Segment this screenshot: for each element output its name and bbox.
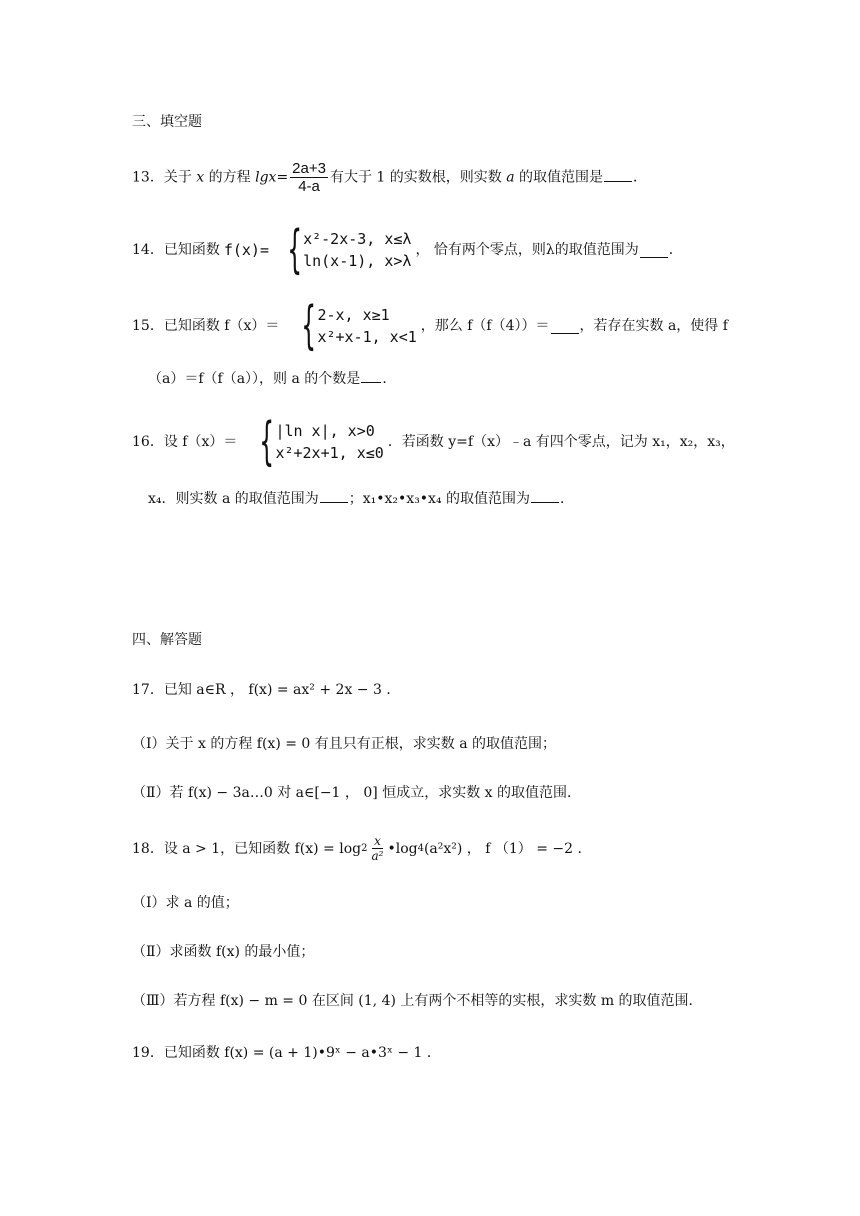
- q14-case-2: ln(x-1), x>λ: [303, 252, 412, 270]
- question-14: [132, 220, 683, 280]
- q16-answer-blank-2: [531, 488, 559, 503]
- q18-fraction-denominator: a²: [371, 849, 384, 863]
- question-17-part-1: （Ⅰ）关于 x 的方程 f(x) = 0 有且只有正根，求实数 a 的取值范围；: [132, 736, 557, 752]
- q15-answer-blank-1: [551, 319, 579, 334]
- q16-line-2-text: x₄．则实数 a 的取值范围为: [148, 491, 319, 507]
- q14-fx: f(x)=: [223, 241, 269, 259]
- q16-text: ．若函数 y=f（x）﹣a 有四个零点，记为 x₁，x₂，x₃，: [387, 434, 735, 450]
- q14-prefix: 14．已知函数: [132, 242, 220, 258]
- q16-end: ．: [560, 491, 575, 507]
- q13-text-2: 有大于 1 的实数根，则实数: [329, 169, 507, 186]
- question-18-part-1: （Ⅰ）求 a 的值；: [132, 895, 239, 911]
- q15-text: ，那么 f（f（4））＝: [420, 318, 550, 334]
- question-18-part-3: （Ⅲ）若方程 f(x) − m = 0 在区间 (1, 4) 上有两个不相等的实根，求实数 m 的取值范围．: [132, 993, 703, 1009]
- q14-brace: {: [287, 220, 303, 280]
- q16-case-1: |ln x|, x>0: [275, 422, 375, 440]
- q13-var-x: x: [196, 169, 205, 186]
- question-13: [132, 160, 647, 195]
- q16-case-2: x²+2x+1, x≤0: [275, 444, 384, 462]
- question-17-part-2: （Ⅱ）若 f(x) − 3a…0 对 a∈[−1 ， 0] 恒成立，求实数 x 的取值范围．: [132, 785, 581, 801]
- q15-brace: {: [301, 296, 317, 356]
- q15-text-2: ，若存在实数 a，使得 f: [579, 318, 728, 334]
- q15-answer-blank-2: [361, 368, 381, 383]
- q14-end: ．: [668, 242, 683, 258]
- q13-answer-blank: [604, 167, 632, 182]
- q16-line-2-text-b: ；x₁•x₂•x₃•x₄ 的取值范围为: [348, 491, 531, 507]
- q13-text-3: 的取值范围是: [514, 169, 604, 186]
- q16-answer-blank-1: [320, 488, 348, 503]
- q13-fraction: [290, 160, 328, 195]
- q13-fraction-numerator: 2a+3: [292, 160, 326, 177]
- q14-piecewise: [223, 220, 412, 280]
- q18-mid: •log: [387, 840, 418, 857]
- q15-piecewise: [283, 296, 417, 356]
- question-17: 17．已知 a∈R ， f(x) = ax² + 2x − 3 ．: [132, 682, 401, 698]
- q13-equals: =: [276, 169, 289, 186]
- q18-fraction: [369, 834, 385, 863]
- q15-prefix: 15．已知函数 f（x）＝: [132, 318, 280, 334]
- q18-prefix: 18．设 a > 1，已知函数 f(x) = log: [132, 840, 362, 857]
- q15-case-2: x²+x-1, x<1: [317, 328, 417, 346]
- q13-end: ．: [633, 169, 648, 186]
- q16-prefix: 16．设 f（x）＝: [132, 434, 238, 450]
- q13-lgx: lgx: [255, 169, 277, 186]
- q14-answer-blank: [640, 243, 668, 258]
- q13-fraction-denominator: 4-a: [298, 178, 320, 195]
- section-heading-solve: 四、解答题: [132, 632, 202, 648]
- question-18: 18．设 a > 1，已知函数 f(x) = log 2 $\frac{x}{\text{a²}}$ •log 4 (a²x²) ， f （1） = −2 ．: [132, 834, 592, 863]
- question-16-line-2: [148, 488, 574, 509]
- q18-fraction-numerator: x: [374, 834, 381, 848]
- q15-end: ．: [382, 371, 397, 387]
- question-16: [132, 412, 735, 472]
- q13-var-a: a: [506, 169, 515, 186]
- question-15: [132, 296, 728, 356]
- q14-case-1: x²-2x-3, x≤λ: [303, 230, 412, 248]
- question-18-part-2: （Ⅱ）求函数 f(x) 的最小值；: [132, 944, 315, 960]
- section-heading-fill-in: 三、填空题: [132, 114, 202, 130]
- q16-brace: {: [259, 412, 275, 472]
- question-19: 19．已知函数 f(x) = (a + 1)•9ˣ − a•3ˣ − 1 ．: [132, 1045, 441, 1061]
- q13-number: 13．关于: [132, 169, 192, 186]
- q15-line-2-text: （a）＝f（f（a）），则 a 的个数是: [148, 371, 361, 387]
- q15-case-1: 2-x, x≥1: [317, 306, 390, 324]
- q14-text: ， 恰有两个零点，则λ的取值范围为: [415, 242, 639, 258]
- q16-piecewise: [241, 412, 384, 472]
- q18-post: (a²x²) ， f （1） = −2 ．: [423, 840, 592, 857]
- q13-text-1: 的方程: [204, 169, 256, 186]
- question-15-line-2: [148, 368, 396, 389]
